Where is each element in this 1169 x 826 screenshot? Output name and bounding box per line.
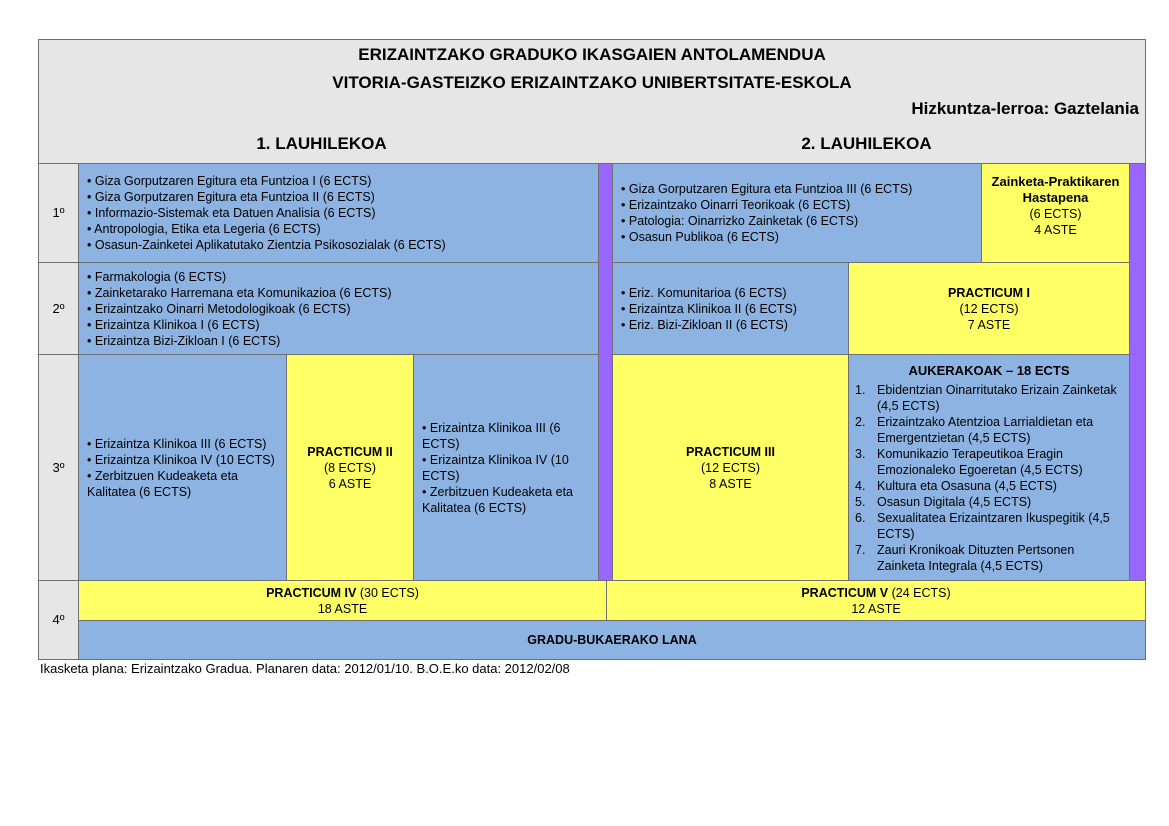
course-item: • Antropologia, Etika eta Legeria (6 ECTS): [87, 221, 598, 237]
practice-ects: (12 ECTS): [959, 301, 1019, 316]
practice-weeks: 7 ASTE: [967, 317, 1011, 332]
course-item: • Giza Gorputzaren Egitura eta Funtzioa I (6 ECTS): [87, 173, 598, 189]
elective-item: 5. Osasun Digitala (4,5 ECTS): [855, 495, 1032, 509]
year-2-sem-1-courses: [78, 262, 599, 355]
course-item: • Erizaintza Klinikoa III (6 ECTS): [87, 436, 278, 452]
semester-2-header: 2. LAUHILEKOA: [801, 134, 932, 153]
practice-ects: (30 ECTS): [359, 585, 419, 600]
year-3-left-courses: [78, 354, 287, 581]
elective-item: 7. Zauri Kronikoak Dituzten Pertsonen Zainketa Integrala (4,5 ECTS): [855, 543, 1075, 573]
year-4-label: 4º: [38, 580, 79, 660]
course-item: • Eriz. Komunitarioa (6 ECTS): [621, 285, 848, 301]
elective-item: 1. Ebidentzian Oinarritutako Erizain Zainketak (4,5 ECTS): [855, 383, 1117, 413]
practicum-1: [848, 262, 1130, 355]
course-item: • Zerbitzuen Kudeaketa eta Kalitatea (6 ECTS): [87, 468, 278, 500]
course-item: • Erizaintza Bizi-Zikloan I (6 ECTS): [87, 333, 598, 349]
year-3-label: 3º: [38, 354, 79, 581]
title-line-1: ERIZAINTZAKO GRADUKO IKASGAIEN ANTOLAMENDUA: [358, 45, 826, 64]
practice-ects: (6 ECTS): [1029, 207, 1082, 221]
course-item: • Erizaintza Klinikoa III (6 ECTS): [422, 420, 592, 452]
elective-item: 4. Kultura eta Osasuna (4,5 ECTS): [855, 479, 1057, 493]
semester-1-header: 1. LAUHILEKOA: [256, 134, 387, 153]
practicum-2: [286, 354, 414, 581]
practice-ects: (12 ECTS): [700, 460, 761, 475]
course-item: • Giza Gorputzaren Egitura eta Funtzioa III (6 ECTS): [621, 181, 981, 197]
practicum-5: [606, 580, 1146, 621]
semester-divider-strip: [598, 163, 613, 581]
practice-weeks: 18 ASTE: [317, 601, 368, 616]
course-item: • Informazio-Sistemak eta Datuen Analisia (6 ECTS): [87, 205, 598, 221]
year-3-right-courses: [413, 354, 599, 581]
practicum-3: [612, 354, 849, 581]
electives-title: AUKERAKOAK – 18 ECTS: [908, 363, 1070, 378]
practice-name: Zainketa-Praktikaren Hastapena: [991, 174, 1120, 205]
year-1-sem-2-courses: [612, 163, 982, 263]
right-edge-strip: [1129, 163, 1146, 581]
practice-name: PRACTICUM III: [686, 444, 775, 459]
practice-ects: (24 ECTS): [891, 585, 951, 600]
year-2-sem-2-courses: [612, 262, 849, 355]
header-block: [38, 39, 1146, 164]
title-line-2: VITORIA-GASTEIZKO ERIZAINTZAKO UNIBERTSITATE-ESKOLA: [332, 73, 852, 92]
practice-weeks: 8 ASTE: [709, 476, 752, 491]
practice-name: PRACTICUM V: [801, 585, 889, 600]
final-degree-project: GRADU-BUKAERAKO LANA: [78, 620, 1146, 660]
course-item: • Farmakologia (6 ECTS): [87, 269, 598, 285]
course-item: • Erizaintza Klinikoa IV (10 ECTS): [87, 452, 278, 468]
elective-item: 6. Sexualitatea Erizaintzaren Ikuspegitik (4,5 ECTS): [855, 511, 1110, 541]
practice-name: PRACTICUM II: [307, 444, 393, 459]
course-item: • Patologia: Oinarrizko Zainketak (6 ECTS): [621, 213, 981, 229]
footer-note: Ikasketa plana: Erizaintzako Gradua. Planaren data: 2012/01/10. B.O.E.ko data: 2012/02/08: [40, 661, 570, 676]
course-item: • Eriz. Bizi-Zikloan II (6 ECTS): [621, 317, 848, 333]
course-item: • Erizaintzako Oinarri Teorikoak (6 ECTS): [621, 197, 981, 213]
course-item: • Erizaintzako Oinarri Metodologikoak (6 ECTS): [87, 301, 598, 317]
practice-weeks: 4 ASTE: [1034, 223, 1077, 237]
year-2-label: 2º: [38, 262, 79, 355]
elective-item: 2. Erizaintzako Atentzioa Larrialdietan eta Emergentzietan (4,5 ECTS): [855, 415, 1094, 445]
practicum-4: [78, 580, 607, 621]
course-item: • Osasun-Zainketei Aplikatutako Zientzia Psikosozialak (6 ECTS): [87, 237, 598, 253]
year-1-sem-1-courses: [78, 163, 599, 263]
year-1-label: 1º: [38, 163, 79, 263]
language-label: Hizkuntza-lerroa: Gaztelania: [911, 99, 1139, 118]
practice-ects: (8 ECTS): [323, 460, 377, 475]
practice-weeks: 6 ASTE: [328, 476, 372, 491]
course-item: • Zerbitzuen Kudeaketa eta Kalitatea (6 ECTS): [422, 484, 592, 516]
practice-name: PRACTICUM IV: [266, 585, 357, 600]
elective-item: 3. Komunikazio Terapeutikoa Eragin Emozionaleko Egoeretan (4,5 ECTS): [855, 447, 1083, 477]
practice-name: PRACTICUM I: [948, 285, 1030, 300]
electives-block: [848, 354, 1130, 581]
course-item: • Erizaintza Klinikoa II (6 ECTS): [621, 301, 848, 317]
course-item: • Erizaintza Klinikoa I (6 ECTS): [87, 317, 598, 333]
practice-weeks: 12 ASTE: [851, 601, 901, 616]
course-item: • Erizaintza Klinikoa IV (10 ECTS): [422, 452, 592, 484]
course-item: • Osasun Publikoa (6 ECTS): [621, 229, 981, 245]
year-1-practice: [981, 163, 1130, 263]
course-item: • Zainketarako Harremana eta Komunikazioa (6 ECTS): [87, 285, 598, 301]
course-item: • Giza Gorputzaren Egitura eta Funtzioa II (6 ECTS): [87, 189, 598, 205]
